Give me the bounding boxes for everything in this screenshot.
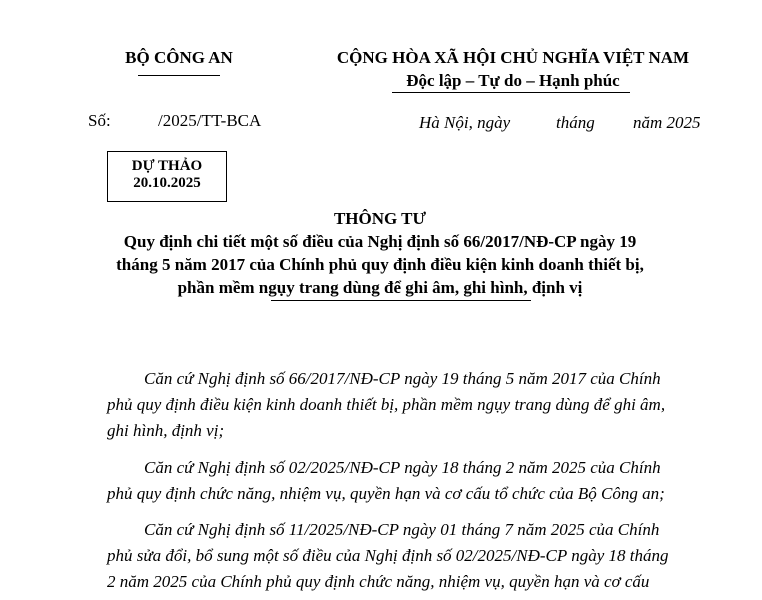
legal-basis-paragraph	[107, 517, 715, 595]
ministry-name: BỘ CÔNG AN	[125, 48, 233, 67]
draft-label: DỰ THẢO	[131, 158, 203, 174]
legal-basis-paragraph	[107, 455, 715, 507]
subject-line: Quy định chi tiết một số điều của Nghị định số 66/2017/NĐ-CP ngày 19	[123, 232, 637, 251]
subject-line: phần mềm ngụy trang dùng để ghi âm, ghi hình, định vị	[177, 278, 583, 297]
document-type: THÔNG TƯ	[333, 209, 427, 228]
date-month: tháng	[556, 113, 595, 132]
national-motto: Độc lập – Tự do – Hạnh phúc	[406, 71, 620, 90]
paragraph-line: phủ quy định điều kiện kinh doanh thiết bị, phần mềm ngụy trang dùng để ghi âm,	[107, 395, 666, 414]
subject-line: tháng 5 năm 2017 của Chính phủ quy định điều kiện kinh doanh thiết bị,	[116, 255, 644, 274]
motto-underline	[392, 92, 630, 93]
paragraph-line: phủ sửa đổi, bổ sung một số điều của Nghị định số 02/2025/NĐ-CP ngày 18 tháng	[107, 546, 669, 565]
subject-underline	[271, 300, 531, 301]
doc-number-value: /2025/TT-BCA	[158, 111, 262, 130]
legal-basis-paragraph	[107, 366, 715, 444]
paragraph-line: Căn cứ Nghị định số 11/2025/NĐ-CP ngày 01 tháng 7 năm 2025 của Chính	[144, 520, 660, 539]
document-subject	[110, 230, 650, 299]
date-year: năm 2025	[633, 113, 701, 132]
draft-stamp	[107, 151, 227, 202]
paragraph-line: ghi hình, định vị;	[107, 421, 225, 440]
date-place-day: Hà Nội, ngày	[419, 113, 511, 132]
draft-date: 20.10.2025	[133, 175, 201, 191]
paragraph-line: Căn cứ Nghị định số 02/2025/NĐ-CP ngày 18 tháng 2 năm 2025 của Chính	[144, 458, 661, 477]
doc-number-label: Số:	[88, 111, 111, 130]
ministry-underline	[138, 75, 220, 76]
paragraph-line: 2 năm 2025 của Chính phủ quy định chức năng, nhiệm vụ, quyền hạn và cơ cấu	[107, 572, 650, 591]
paragraph-line: Căn cứ Nghị định số 66/2017/NĐ-CP ngày 19 tháng 5 năm 2017 của Chính	[144, 369, 661, 388]
paragraph-line: phủ quy định chức năng, nhiệm vụ, quyền hạn và cơ cấu tổ chức của Bộ Công an;	[107, 484, 665, 503]
national-title: CỘNG HÒA XÃ HỘI CHỦ NGHĨA VIỆT NAM	[336, 48, 690, 67]
